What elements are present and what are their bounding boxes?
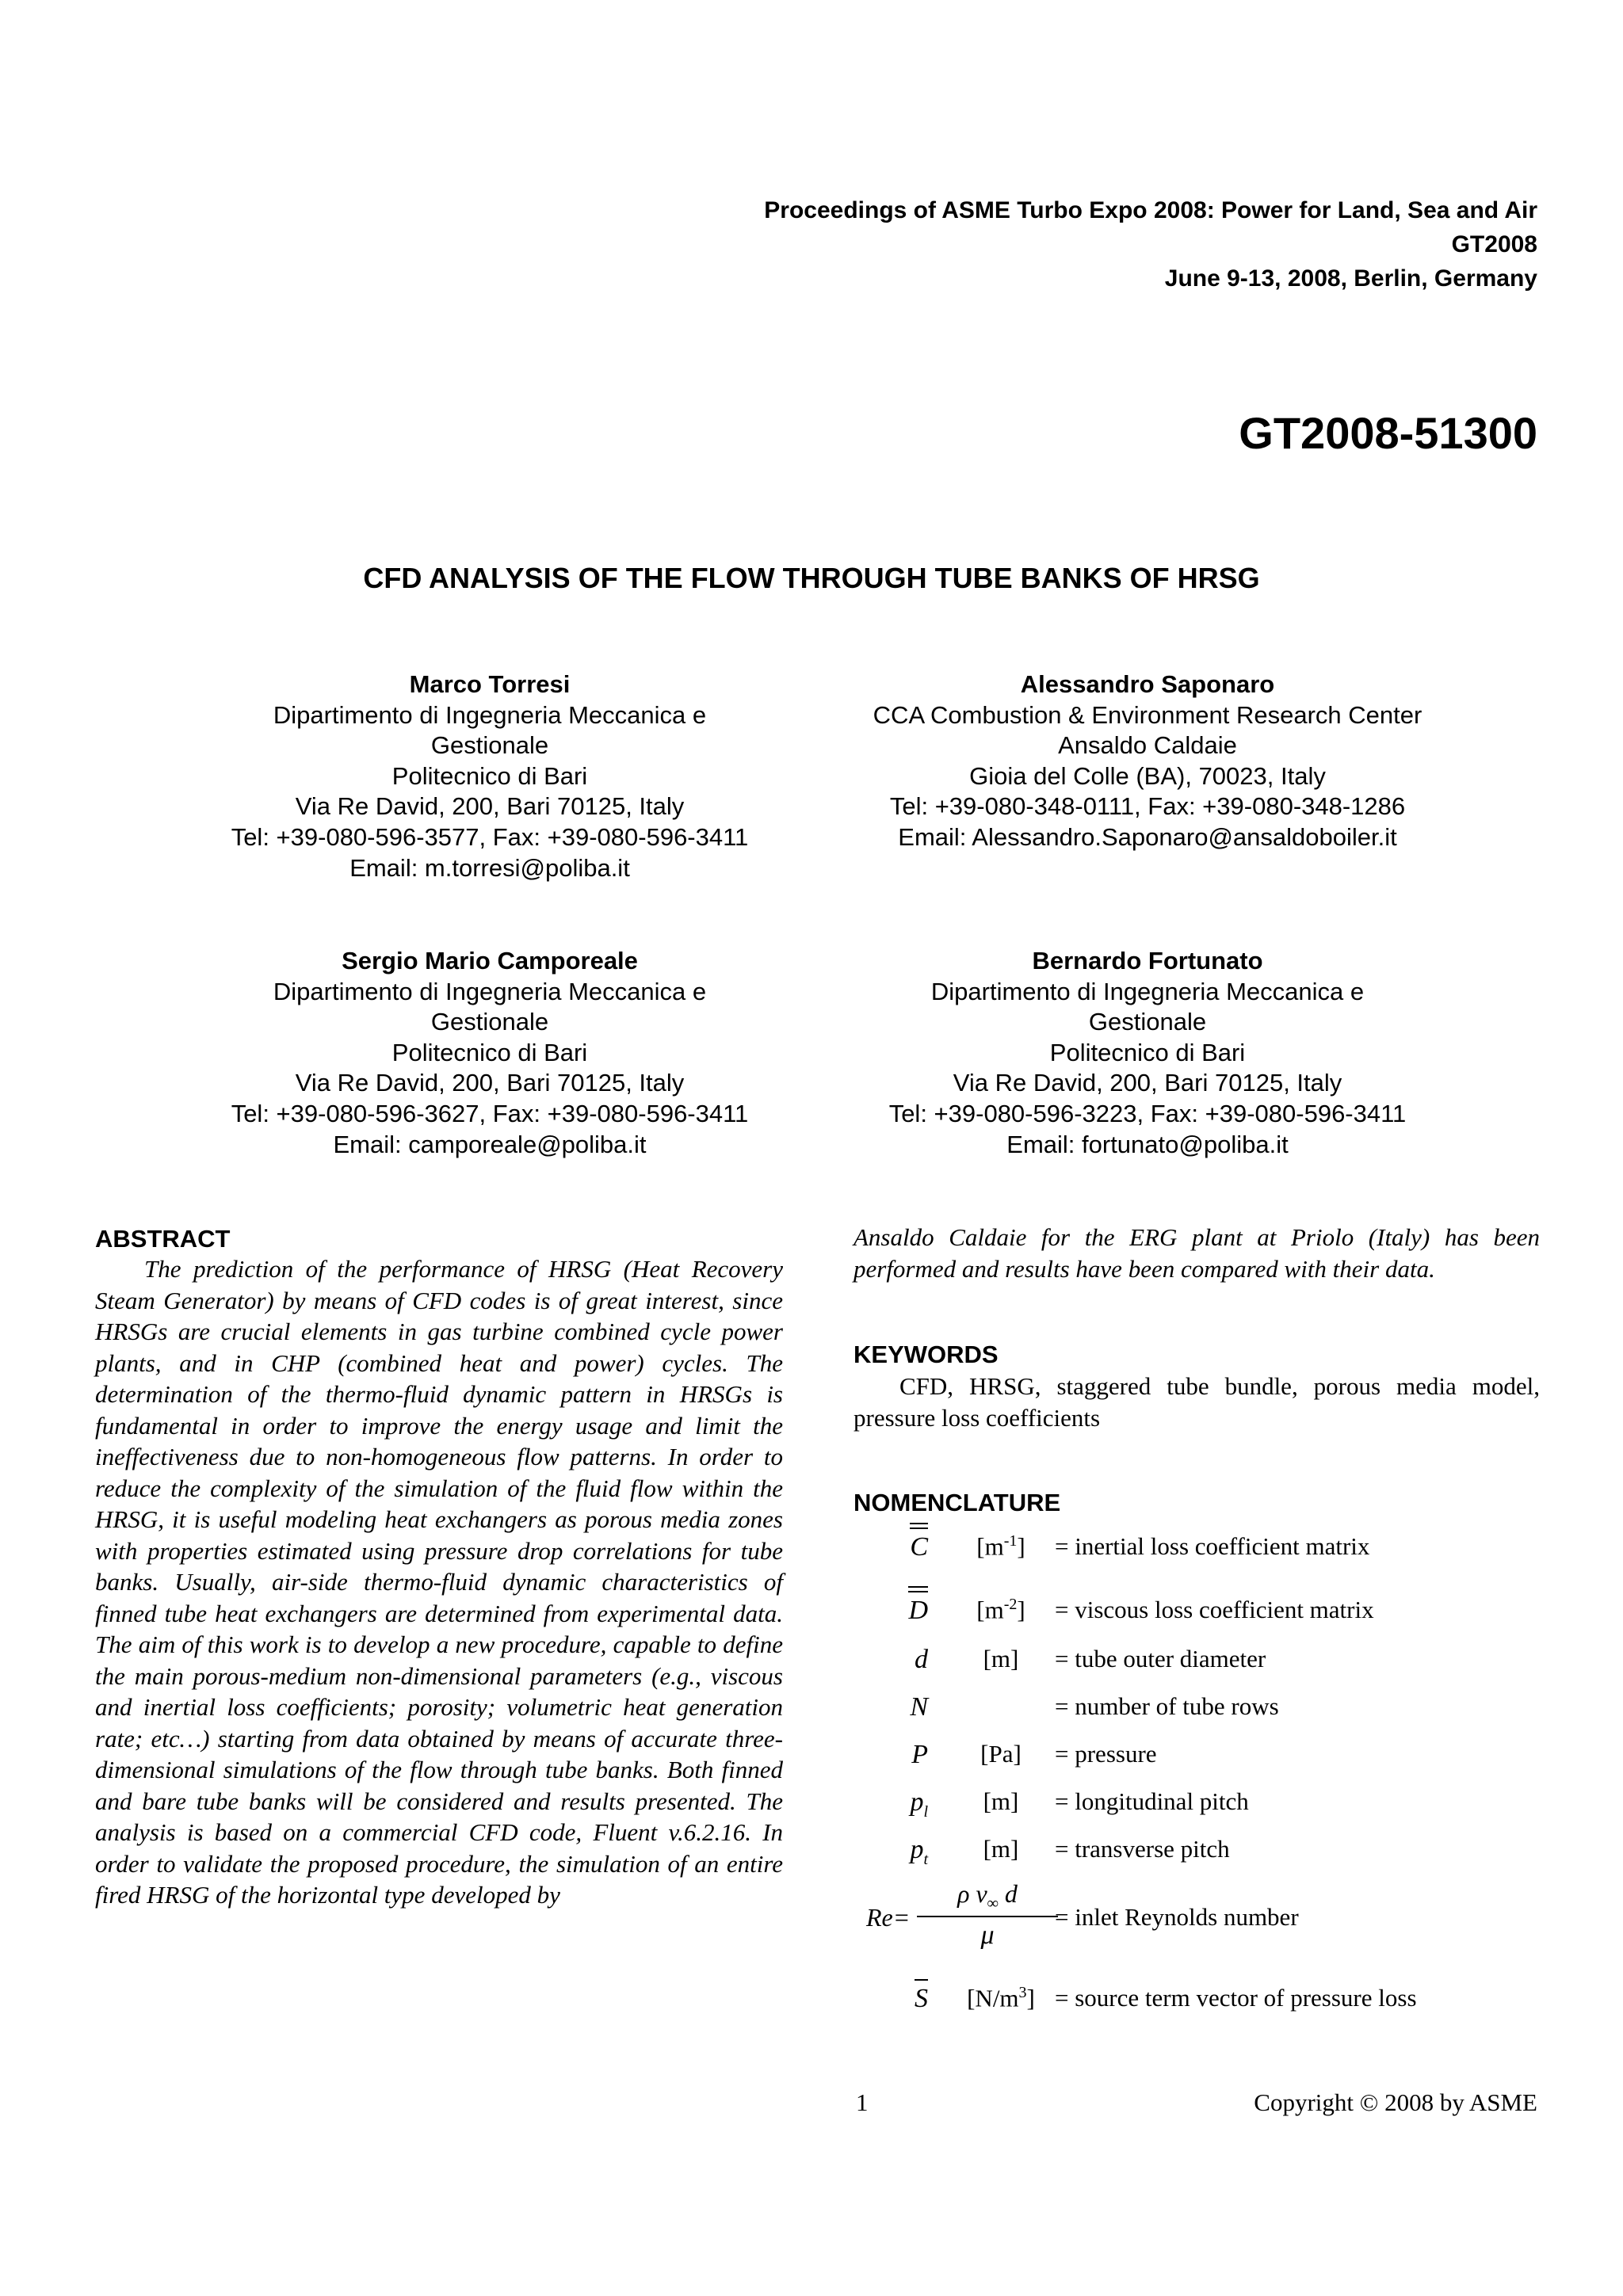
nomenclature-symbol: P — [911, 1740, 928, 1769]
author-name: Sergio Mario Camporeale — [342, 947, 638, 974]
nomenclature-unit: [m] — [983, 1645, 1019, 1672]
copyright-notice: Copyright © 2008 by ASME — [1254, 2088, 1537, 2116]
author-affiliation-line: Politecnico di Bari — [391, 1038, 588, 1066]
author-affiliation-line: Via Re David, 200, Bari 70125, Italy — [295, 1069, 685, 1097]
author-affiliation-line: Dipartimento di Ingegneria Meccanica e — [273, 700, 707, 729]
nomenclature-definition: = inertial loss coefficient matrix — [1055, 1532, 1370, 1560]
nomenclature-unit: $[m^{-2}]$ — [976, 1596, 1025, 1624]
reynolds-fraction — [917, 1879, 1058, 1951]
abstract-continuation: Ansaldo Caldaie for the ERG plant at Priolo (Italy) has been performed and results have been compared with their data. — [854, 1223, 1540, 1283]
author-name: Bernardo Fortunato — [1032, 947, 1263, 974]
nomenclature-row — [854, 1738, 1567, 1773]
nomenclature-row — [854, 1531, 1567, 1566]
reynolds-symbol: Re= — [866, 1903, 911, 1932]
nomenclature-symbol: S — [915, 1984, 928, 2013]
nomenclature-definition: = inlet Reynolds number — [1055, 1903, 1299, 1931]
author-affiliation-line: Gioia del Colle (BA), 70023, Italy — [969, 761, 1326, 790]
nomenclature-definition: = pressure — [1055, 1740, 1157, 1768]
abstract-heading: ABSTRACT — [95, 1225, 231, 1253]
nomenclature-row — [854, 1594, 1567, 1629]
nomenclature-row — [854, 1786, 1567, 1821]
author-name: Alessandro Saponaro — [1020, 670, 1275, 698]
nomenclature-symbol: C — [910, 1532, 928, 1562]
nomenclature-symbol: d — [915, 1645, 928, 1674]
nomenclature-unit: [m] — [983, 1835, 1019, 1863]
author-affiliation-line: Politecnico di Bari — [1049, 1038, 1246, 1066]
keywords-heading: KEYWORDS — [854, 1341, 999, 1368]
paper-title: CFD ANALYSIS OF THE FLOW THROUGH TUBE BANKS OF HRSG — [363, 562, 1260, 594]
author-affiliation-line: Ansaldo Caldaie — [1058, 731, 1237, 760]
author-block — [791, 946, 1504, 1160]
author-affiliation-line: Tel: +39-080-596-3577, Fax: +39-080-596-3411 — [231, 822, 749, 851]
author-affiliation-line: Dipartimento di Ingegneria Meccanica e — [930, 977, 1365, 1005]
nomenclature-definition: = longitudinal pitch — [1055, 1787, 1249, 1815]
author-affiliation-line: Gestionale — [1088, 1008, 1207, 1036]
nomenclature-row — [854, 1833, 1567, 1868]
nomenclature-unit: $[m^{-1}]$ — [976, 1532, 1025, 1561]
author-block — [173, 669, 807, 883]
author-affiliation-line: Tel: +39-080-348-0111, Fax: +39-080-348-1286 — [889, 792, 1406, 821]
author-email: Email: fortunato@poliba.it — [1006, 1130, 1289, 1158]
nomenclature-row — [854, 1643, 1567, 1678]
nomenclature-unit: $[N/m^3]$ — [967, 1984, 1035, 2012]
paper-id: GT2008-51300 — [1239, 408, 1537, 458]
reynolds-formula-row — [854, 1879, 1567, 1966]
conference-line: Proceedings of ASME Turbo Expo 2008: Power for Land, Sea and Air — [764, 197, 1537, 223]
reynolds-numerator: ρ $v_\infty$ d — [917, 1879, 1058, 1917]
author-affiliation-line: Gestionale — [430, 1008, 549, 1036]
author-block — [173, 946, 807, 1160]
author-email: Email: camporeale@poliba.it — [333, 1130, 647, 1158]
author-email: Email: m.torresi@poliba.it — [349, 853, 630, 882]
author-affiliation-line: Tel: +39-080-596-3627, Fax: +39-080-596-3411 — [231, 1099, 749, 1127]
conference-info — [764, 193, 1537, 296]
nomenclature-symbol: D — [908, 1596, 928, 1625]
author-affiliation-line: Via Re David, 200, Bari 70125, Italy — [295, 792, 685, 821]
author-block — [791, 669, 1504, 853]
author-name: Marco Torresi — [409, 670, 571, 698]
conference-line: GT2008 — [1451, 231, 1537, 257]
keywords-text: CFD, HRSG, staggered tube bundle, porous media model, pressure loss coefficients — [854, 1372, 1540, 1432]
author-affiliation-line: Dipartimento di Ingegneria Meccanica e — [273, 977, 707, 1005]
author-affiliation-line: Politecnico di Bari — [391, 761, 588, 790]
conference-line: June 9-13, 2008, Berlin, Germany — [1164, 265, 1537, 292]
nomenclature-definition: = source term vector of pressure loss — [1055, 1984, 1417, 2012]
author-affiliation-line: CCA Combustion & Environment Research Center — [873, 700, 1423, 729]
nomenclature-symbol: N — [910, 1692, 928, 1722]
nomenclature-definition: = viscous loss coefficient matrix — [1055, 1596, 1374, 1623]
author-affiliation-line: Via Re David, 200, Bari 70125, Italy — [953, 1069, 1342, 1097]
nomenclature-definition: = tube outer diameter — [1055, 1645, 1266, 1672]
nomenclature-definition: = number of tube rows — [1055, 1692, 1279, 1720]
nomenclature-unit: [m] — [983, 1787, 1019, 1815]
nomenclature-heading: NOMENCLATURE — [854, 1489, 1061, 1516]
author-affiliation-line: Tel: +39-080-596-3223, Fax: +39-080-596-3411 — [888, 1099, 1407, 1127]
nomenclature-unit: [Pa] — [980, 1740, 1022, 1768]
nomenclature-row — [854, 1691, 1567, 1726]
author-affiliation-line: Gestionale — [430, 731, 549, 760]
nomenclature-row — [854, 1982, 1567, 2017]
abstract-body: The prediction of the performance of HRSG (Heat Recovery Steam Generator) by means of CFD codes is of great interest, since HRSGs are crucial elements in gas turbine combined cycle power plants, and in CHP (combined heat and power) cycles. The determination of the thermo-fluid dynamic pattern in HRSGs is fundamental in order to improve the energy usage and limit the ineffectiveness due to non-homogeneous flow patterns. In order to reduce the complexity of the simulation of the fluid flow within the HRSG, it is useful modeling heat exchangers as porous media zones with properties estimated using pressure drop correlations for tube banks. Usually, air-side thermo-fluid dynamic characteristics of finned tube heat exchangers are determined from experimental data. The aim of this work is to develop a new procedure, capable to define the main porous-medium non-dimensional parameters (e.g., viscous and inertial loss coefficients; porosity; volumetric heat generation rate; etc…) starting from data obtained by means of accurate three-dimensional simulations of the flow through tube banks. Both finned and bare tube banks will be considered and results presented. The analysis is based on a commercial CFD code, Fluent v.6.2.16. In order to validate the proposed procedure, the simulation of an entire fired HRSG of the horizontal type developed by — [95, 1255, 783, 1909]
page-number: 1 — [856, 2088, 869, 2116]
nomenclature-symbol: $p_l$ — [910, 1787, 928, 1821]
nomenclature-symbol: $p_t$ — [910, 1835, 928, 1868]
reynolds-denominator: μ — [980, 1920, 995, 1951]
nomenclature-definition: = transverse pitch — [1055, 1835, 1230, 1863]
author-email: Email: Alessandro.Saponaro@ansaldoboiler.it — [898, 822, 1397, 851]
